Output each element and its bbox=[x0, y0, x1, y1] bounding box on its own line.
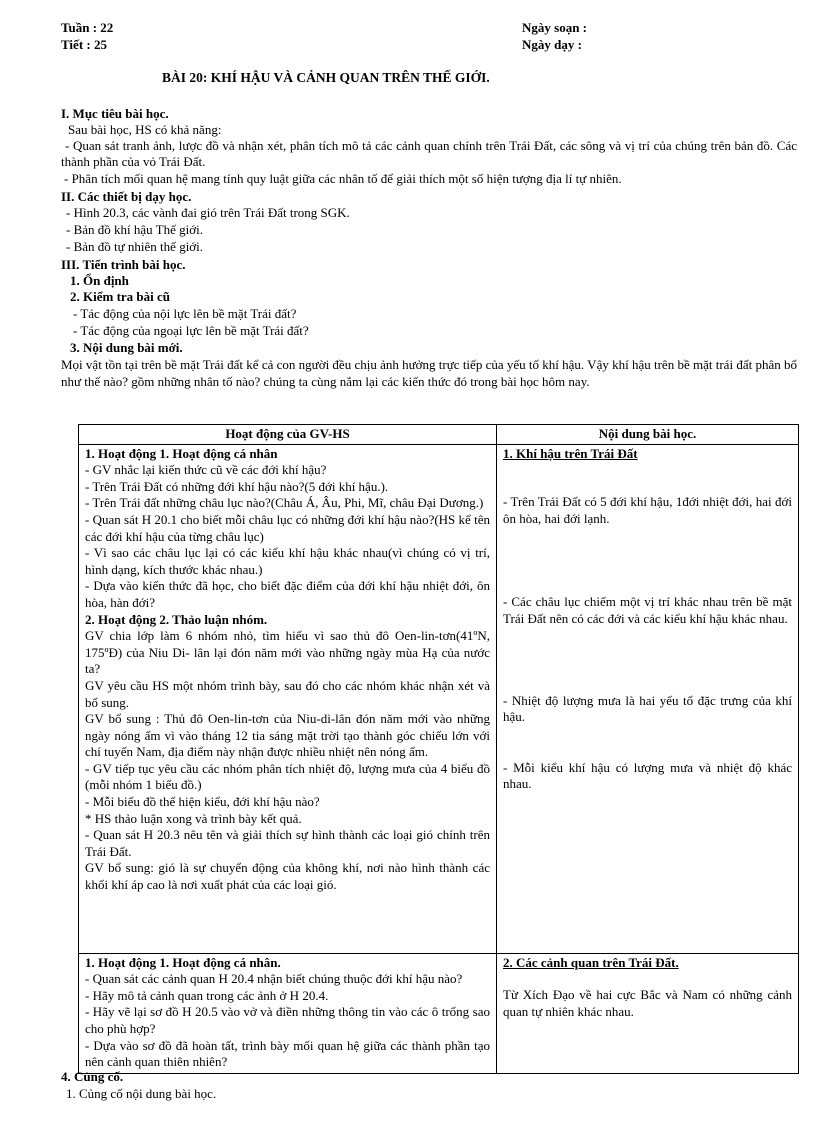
activity-item: - Quan sát H 20.1 cho biết mỗi châu lục có những đới khí hậu nào?(HS kể tên các đới khí hậu của từng châu lục) bbox=[85, 511, 490, 544]
review-question-2: - Tác động của ngoại lực lên bề mặt Trái đất? bbox=[73, 323, 309, 338]
equipment-item-2: - Bản đồ khí hậu Thế giới. bbox=[66, 222, 203, 237]
table-header-row bbox=[79, 425, 799, 445]
activity-item: - GV nhắc lại kiến thức cũ về các đới khí hậu? bbox=[85, 462, 327, 478]
lesson-intro-paragraph: Mọi vật tồn tại trên bề mặt Trái đất kể cả con người đều chịu ảnh hưởng trực tiếp của yếu tố khí hậu. Vậy khí hậu trên bề mặt trái đất phân bố như thế nào? gồm những nhân tố nào? chúng ta cùng nắm lại các kiến thức đó trong bài học hôm nay. bbox=[61, 357, 797, 389]
step-review: 2. Kiểm tra bài cũ bbox=[70, 289, 171, 304]
content-item: - Mỗi kiểu khí hậu có lượng mưa và nhiệt độ khác nhau. bbox=[503, 759, 792, 792]
activity-item: - Quan sát H 20.3 nêu tên và giải thích sự hình thành các loại gió chính trên Trái Đất. bbox=[85, 827, 490, 859]
activity-item: GV chia lớp làm 6 nhóm nhỏ, tìm hiểu vì sao thủ đô Oen-lin-tơn(41ºN, 175ºĐ) của Niu Di- lân lại đón năm mới vào những ngày mùa Hạ của nước ta? bbox=[85, 628, 490, 677]
activity-item: GV bổ sung : Thủ đô Oen-lin-tơn của Niu-di-lân đón năm mới vào những ngày nóng ấm vì vào tháng 12 tia sáng mặt trời tạo thành góc chiếu lớn với chí tuyến Nam, địa điểm này nhận được nhiều nhiệt nên nóng ấm. bbox=[85, 711, 490, 760]
prepared-date-label: Ngày soạn : bbox=[522, 20, 588, 35]
activity-item: - GV tiếp tục yêu cầu các nhóm phân tích nhiệt độ, lượng mưa của 4 biểu đồ (mỗi nhóm 1 biểu đồ.) bbox=[85, 760, 490, 793]
activity-item: - Quan sát các cảnh quan H 20.4 nhận biết chúng thuộc đới khí hậu nào? bbox=[85, 971, 463, 987]
activity-item: - Trên Trái Đất có những đới khí hậu nào?(5 đới khí hậu.). bbox=[85, 478, 389, 494]
section-equipment-heading: II. Các thiết bị dạy học. bbox=[61, 189, 192, 204]
activity-heading: 1. Hoạt động 1. Hoạt động cá nhân. bbox=[85, 954, 281, 970]
section-objectives-heading: I. Mục tiêu bài học. bbox=[61, 106, 169, 121]
objective-item-1: - Quan sát tranh ảnh, lược đồ và nhận xét, phân tích mô tả các cảnh quan chính trên Trái Đất, các sông và vị trí của chúng trên bản đồ. Các thành phần của vỏ Trái Đất. bbox=[61, 138, 797, 169]
activity-item: - Hãy vẽ lại sơ đồ H 20.5 vào vở và điền những thông tin vào các ô trống sao cho phù hợp? bbox=[85, 1004, 490, 1036]
content-item: - Nhiệt độ lượng mưa là hai yếu tố đặc trưng của khí hậu. bbox=[503, 692, 792, 725]
activity-item: - Dựa vào kiến thức đã học, cho biết đặc điểm của đới khí hậu nhiệt đới, ôn hòa, hàn đới? bbox=[85, 578, 490, 610]
activity-item: - Vì sao các châu lục lại có các kiểu khí hậu khác nhau(vì chúng có vị trí, hình dạng, kích thước khác nhau.) bbox=[85, 545, 490, 577]
activity-item: - Trên Trái đất những châu lục nào?(Châu Á, Âu, Phi, Mĩ, châu Đại Dương.) bbox=[85, 495, 484, 511]
table-header-content: Nội dung bài học. bbox=[497, 425, 799, 445]
objective-item-2: - Phân tích mối quan hệ mang tính quy luật giữa các nhân tố để giải thích một số hiện tượng địa lí tự nhiên. bbox=[64, 171, 622, 186]
period-label: Tiết : 25 bbox=[61, 37, 107, 52]
section-process-heading: III. Tiến trình bài học. bbox=[61, 257, 186, 272]
table-row bbox=[79, 953, 799, 1073]
table-header-activities: Hoạt động của GV-HS bbox=[79, 425, 497, 445]
activity-item: - Hãy mô tả cảnh quan trong các ảnh ở H 20.4. bbox=[85, 987, 329, 1003]
activity-heading: 2. Hoạt động 2. Thảo luận nhóm. bbox=[85, 611, 268, 627]
teaching-date-label: Ngày dạy : bbox=[522, 37, 582, 52]
week-label: Tuần : 22 bbox=[61, 20, 114, 35]
equipment-item-3: - Bản đồ tự nhiên thế giới. bbox=[66, 239, 204, 254]
consolidation-item: 1. Củng cố nội dung bài học. bbox=[66, 1086, 217, 1101]
equipment-item-1: - Hình 20.3, các vành đai gió trên Trái Đất trong SGK. bbox=[66, 205, 350, 220]
lesson-activity-table bbox=[78, 424, 799, 1074]
activity-item: GV bổ sung: gió là sự chuyển động của không khí, nơi nào hình thành các khối khí áp cao là nơi xuất phát của các loại gió. bbox=[85, 860, 490, 893]
content-item: Từ Xích Đạo về hai cực Bắc và Nam có những cảnh quan tự nhiên khác nhau. bbox=[503, 987, 792, 1019]
content-cell bbox=[497, 444, 799, 953]
lesson-title: BÀI 20: KHÍ HẬU VÀ CẢNH QUAN TRÊN THẾ GIỚI. bbox=[162, 70, 490, 85]
step-new-content: 3. Nội dung bài mới. bbox=[70, 340, 183, 355]
activities-cell bbox=[79, 444, 497, 953]
section-consolidation-heading: 4. Củng cố. bbox=[61, 1069, 124, 1084]
activity-heading: 1. Hoạt động 1. Hoạt động cá nhân bbox=[85, 445, 278, 461]
content-item: - Trên Trái Đất có 5 đới khí hậu, 1đới nhiệt đới, hai đới ôn hòa, hai đới lạnh. bbox=[503, 494, 792, 526]
review-question-1: - Tác động của nội lực lên bề mặt Trái đất? bbox=[73, 306, 297, 321]
content-title-landscapes: 2. Các cảnh quan trên Trái Đất. bbox=[503, 954, 679, 970]
activity-item: * HS thảo luận xong và trình bày kết quả. bbox=[85, 810, 302, 826]
activity-item: - Mỗi biểu đồ thể hiện kiểu, đới khí hậu nào? bbox=[85, 794, 320, 810]
table-row bbox=[79, 444, 799, 953]
content-cell bbox=[497, 953, 799, 1073]
content-item: - Các châu lục chiếm một vị trí khác nhau trên bề mặt Trái Đất nên có các đới và các kiểu khí hậu khác nhau. bbox=[503, 594, 792, 626]
step-stabilize: 1. Ổn định bbox=[70, 273, 129, 288]
activities-cell bbox=[79, 953, 497, 1073]
activity-item: GV yêu cầu HS một nhóm trình bày, sau đó cho các nhóm khác nhận xét và bổ sung. bbox=[85, 677, 490, 710]
activity-item: - Dựa vào sơ đồ đã hoàn tất, trình bày mối quan hệ giữa các thành phần tạo nên cảnh quan thiên nhiên? bbox=[85, 1037, 490, 1070]
objectives-intro: Sau bài học, HS có khả năng: bbox=[68, 122, 222, 137]
content-title-climate: 1. Khí hậu trên Trái Đất bbox=[503, 445, 638, 461]
